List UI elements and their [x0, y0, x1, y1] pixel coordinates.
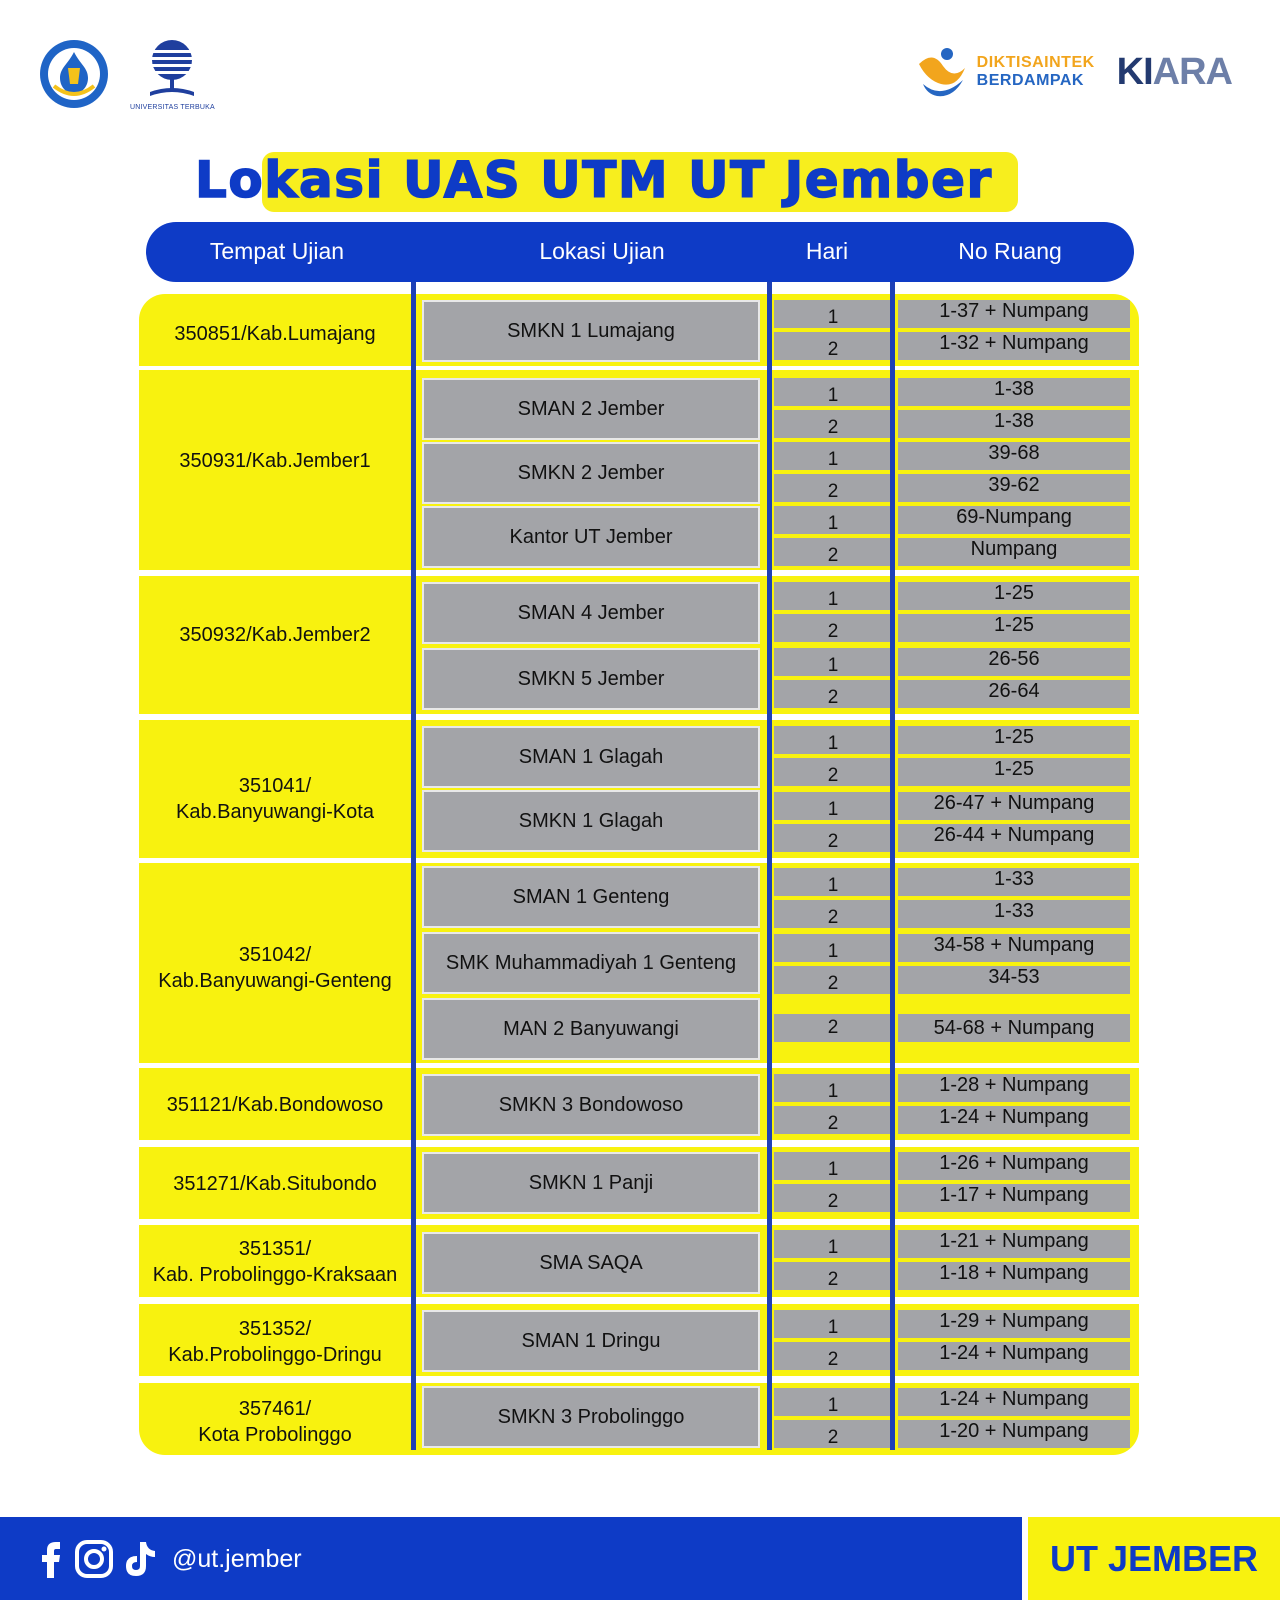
day-cell: 2 — [774, 1420, 892, 1448]
day-cell: 1 — [774, 442, 892, 470]
place-line2: Kab.Banyuwangi-Kota — [176, 801, 374, 823]
day-cell: 2 — [774, 1262, 892, 1290]
room-cell: 1-24 + Numpang — [898, 1106, 1130, 1134]
day-cell: 1 — [774, 792, 892, 820]
location-cell: SMKN 2 Jember — [422, 442, 760, 504]
location-cell: SMKN 3 Bondowoso — [422, 1074, 760, 1136]
place-line1: 351352/ — [238, 1318, 312, 1340]
ut-logo — [130, 38, 215, 111]
room-cell: 1-25 — [898, 726, 1130, 754]
location-cell: SMK Muhammadiyah 1 Genteng — [422, 932, 760, 994]
day-cell: 1 — [774, 648, 892, 676]
place-line1: 351042/ — [238, 944, 312, 966]
day-cell: 1 — [774, 582, 892, 610]
place-line1: 351351/ — [238, 1238, 312, 1260]
room-cell: 26-64 — [898, 680, 1130, 708]
col-header-hari: Hari — [805, 238, 849, 264]
room-cell: 1-24 + Numpang — [898, 1388, 1130, 1416]
room-cell: 1-33 — [898, 868, 1130, 896]
day-cell: 1 — [774, 1310, 892, 1338]
footer-brand: UT JEMBER — [1028, 1517, 1280, 1600]
room-cell: 69-Numpang — [898, 506, 1130, 534]
day-cell: 2 — [774, 680, 892, 708]
room-cell: 1-26 + Numpang — [898, 1152, 1130, 1180]
place-banyuwangi-genteng — [140, 942, 410, 994]
place-line2: Kab.Banyuwangi-Genteng — [158, 970, 392, 992]
day-cell: 2 — [774, 1342, 892, 1370]
location-cell: MAN 2 Banyuwangi — [422, 998, 760, 1060]
room-cell: 1-38 — [898, 410, 1130, 438]
day-cell: 1 — [774, 726, 892, 754]
day-cell: 1 — [774, 1230, 892, 1258]
location-cell: SMAN 1 Dringu — [422, 1310, 760, 1372]
right-logos — [913, 44, 1232, 100]
location-cell: SMKN 1 Glagah — [422, 790, 760, 852]
diktisaintek-emblem-icon — [913, 44, 969, 100]
day-cell: 1 — [774, 506, 892, 534]
place-line2: Kota Probolinggo — [198, 1424, 352, 1446]
room-cell: 34-53 — [898, 966, 1130, 994]
place-kota-probolinggo — [140, 1396, 410, 1448]
place-line2: Kab.Probolinggo-Dringu — [168, 1344, 382, 1366]
day-cell: 2 — [774, 758, 892, 786]
tiktok-icon[interactable] — [122, 1538, 158, 1580]
location-cell: SMAN 1 Glagah — [422, 726, 760, 788]
page-title: Lokasi UAS UTM UT Jember — [195, 151, 993, 209]
place-jember1: 350931/Kab.Jember1 — [179, 450, 371, 472]
room-cell: 1-32 + Numpang — [898, 332, 1130, 360]
day-cell: 2 — [774, 614, 892, 642]
table-header — [146, 222, 1134, 282]
place-situbondo: 351271/Kab.Situbondo — [173, 1173, 377, 1195]
location-cell: SMKN 3 Probolinggo — [422, 1386, 760, 1448]
day-cell: 1 — [774, 1152, 892, 1180]
room-cell: 26-56 — [898, 648, 1130, 676]
day-cell: 2 — [774, 824, 892, 852]
column-divider — [411, 282, 416, 1450]
day-cell: 2 — [774, 474, 892, 502]
dikti-line1: DIKTISAINTEK — [976, 54, 1095, 71]
room-cell: 1-25 — [898, 614, 1130, 642]
column-divider — [767, 282, 772, 1450]
place-line2: Kab. Probolinggo-Kraksaan — [152, 1264, 398, 1286]
room-cell: 1-29 + Numpang — [898, 1310, 1130, 1338]
day-cell: 1 — [774, 934, 892, 962]
kiara-part2: ARA — [1152, 50, 1232, 93]
room-cell: 26-47 + Numpang — [898, 792, 1130, 820]
kiara-logo — [1117, 51, 1232, 94]
location-cell: SMAN 1 Genteng — [422, 866, 760, 928]
day-cell: 2 — [774, 966, 892, 994]
room-cell: 1-37 + Numpang — [898, 300, 1130, 328]
day-cell: 1 — [774, 1074, 892, 1102]
location-cell: SMKN 5 Jember — [422, 648, 760, 710]
ut-logo-text: UNIVERSITAS TERBUKA — [130, 104, 215, 111]
room-cell: 1-25 — [898, 758, 1130, 786]
left-logos — [38, 38, 215, 111]
place-line1: 357461/ — [238, 1398, 312, 1420]
column-divider — [890, 282, 895, 1450]
day-cell: 1 — [774, 868, 892, 896]
room-cell: 1-18 + Numpang — [898, 1262, 1130, 1290]
dikti-line2: BERDAMPAK — [976, 72, 1084, 89]
day-cell: 2 — [774, 332, 892, 360]
day-cell: 1 — [774, 378, 892, 406]
room-cell: 1-21 + Numpang — [898, 1230, 1130, 1258]
day-cell: 2 — [774, 1184, 892, 1212]
social-handle[interactable]: @ut.jember — [172, 1544, 302, 1573]
day-cell: 2 — [774, 538, 892, 566]
room-cell: 26-44 + Numpang — [898, 824, 1130, 852]
room-cell: 1-33 — [898, 900, 1130, 928]
day-cell: 1 — [774, 300, 892, 328]
room-cell: 39-62 — [898, 474, 1130, 502]
facebook-icon[interactable] — [36, 1538, 66, 1580]
place-lumajang: 350851/Kab.Lumajang — [174, 323, 376, 345]
ut-emblem-icon — [144, 38, 200, 102]
room-cell: 1-20 + Numpang — [898, 1420, 1130, 1448]
room-cell: 1-17 + Numpang — [898, 1184, 1130, 1212]
room-cell: 34-58 + Numpang — [898, 934, 1130, 962]
place-line1: 351041/ — [238, 775, 312, 797]
day-cell: 2 — [774, 1014, 892, 1042]
day-cell: 2 — [774, 410, 892, 438]
room-cell: 54-68 + Numpang — [898, 1014, 1130, 1042]
col-header-tempat: Tempat Ujian — [209, 238, 345, 264]
place-bondowoso: 351121/Kab.Bondowoso — [166, 1094, 384, 1116]
room-cell: 1-25 — [898, 582, 1130, 610]
day-cell: 1 — [774, 1388, 892, 1416]
location-cell: SMKN 1 Lumajang — [422, 300, 760, 362]
room-cell: 1-28 + Numpang — [898, 1074, 1130, 1102]
kiara-part1: KI — [1116, 50, 1153, 93]
location-cell: SMAN 4 Jember — [422, 582, 760, 644]
place-banyuwangi-kota — [140, 773, 410, 825]
room-cell: 1-24 + Numpang — [898, 1342, 1130, 1370]
location-cell: SMKN 1 Panji — [422, 1152, 760, 1214]
social-links — [36, 1538, 302, 1580]
day-cell: 2 — [774, 1106, 892, 1134]
location-cell: Kantor UT Jember — [422, 506, 760, 568]
place-jember2: 350932/Kab.Jember2 — [179, 624, 371, 646]
col-header-lokasi: Lokasi Ujian — [539, 238, 665, 264]
place-kraksaan — [140, 1236, 410, 1288]
day-cell: 2 — [774, 900, 892, 928]
room-cell: 39-68 — [898, 442, 1130, 470]
room-cell: Numpang — [898, 538, 1130, 566]
instagram-icon[interactable] — [74, 1539, 114, 1579]
col-header-ruang: No Ruang — [958, 238, 1062, 264]
place-dringu — [140, 1316, 410, 1368]
location-cell: SMAN 2 Jember — [422, 378, 760, 440]
location-cell: SMA SAQA — [422, 1232, 760, 1294]
kemdikbud-logo-icon — [38, 38, 110, 110]
diktisaintek-logo — [913, 44, 1095, 100]
room-cell: 1-38 — [898, 378, 1130, 406]
